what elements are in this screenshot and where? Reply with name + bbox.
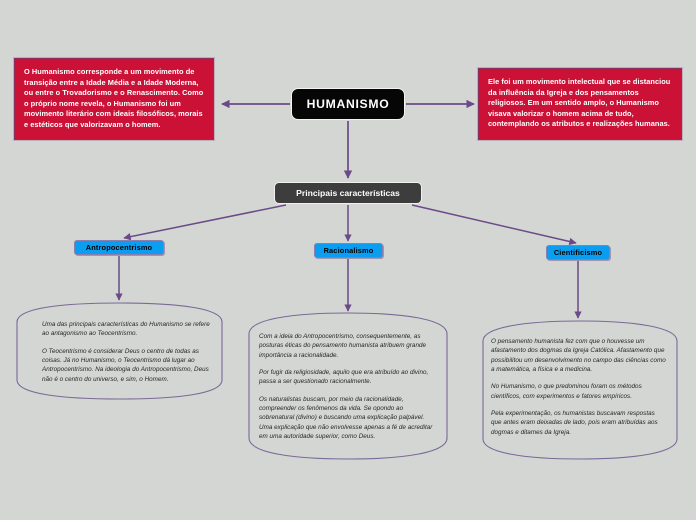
detail-paragraph: Pela experimentação, os humanistas buscavam respostas que antes eram deixadas de lado, pois eram atribuídas aos dogmas e ditames da Igreja. (491, 409, 658, 436)
detail-card-racionalismo (248, 312, 448, 460)
detail-text-racionalismo (259, 332, 437, 441)
detail-paragraph: Com a ideia do Antropocentrismo, consequentemente, as posturas éticas do pensamento humanista atribuem grande importância a racionalidade. (259, 333, 427, 359)
topic-racionalismo[interactable]: Racionalismo (314, 243, 383, 258)
note-left-humanism-definition: O Humanismo corresponde a um movimento de transição entre a Idade Média e a Idade Moderna, ou entre o Trovadorismo e o Renascimento. Como o próprio nome revela, o Humanismo foi um movimento literário com ideais filosóficos, morais e estéticos que valorizavam o homem. (14, 58, 214, 140)
detail-card-cientificismo (482, 320, 678, 460)
detail-paragraph: Por fugir da religiosidade, aquilo que era atribuído ao divino, passa a ser questionado racionalmente. (259, 368, 429, 386)
edge-subnode-to-antropocentrismo (124, 205, 286, 238)
edge-subnode-to-cientificismo (412, 205, 576, 243)
detail-paragraph: No Humanismo, o que predominou foram os métodos científicos, com experimentos e fatores empíricos. (491, 383, 642, 400)
subnode-principais-caracteristicas[interactable]: Principais características (274, 182, 422, 204)
topic-antropocentrismo[interactable]: Antropocentrismo (74, 240, 164, 255)
detail-text-cientificismo (491, 337, 667, 437)
detail-paragraph: O pensamento humanista fez com que o houvesse um afastamento dos dogmas da Igreja Católica. Afastamento que possibilitou um desenvolvimento no campo das ciências como a matemática, a física e a medicina. (491, 338, 666, 373)
detail-text-antropocentrismo (42, 320, 212, 384)
detail-paragraph: O Teocentrismo é considerar Deus o centro de todas as coisas. Já no Humanismo, o Teocentrismo dá lugar ao Antropocentrismo. Na ideologia do Antropocentrismo, Deus não é o centro do universo, e sim, o Homem. (42, 347, 209, 383)
detail-card-antropocentrismo (16, 302, 223, 400)
topic-cientificismo[interactable]: Cientificismo (546, 245, 610, 260)
note-right-intellectual-movement: Ele foi um movimento intelectual que se distanciou da influência da Igreja e dos pensamentos religiosos. Em um sentido amplo, o Humanismo visava valorizar o homem acima de tudo, contemplando os atributos e realizações humanas. (478, 68, 682, 140)
detail-paragraph: Uma das principais características do Humanismo se refere ao antagonismo ao Teocentrismo. (42, 321, 210, 338)
detail-paragraph: Os naturalistas buscam, por meio da racionalidade, compreender os fenômenos da vida. Se opondo ao sobrenatural (divino) e buscando uma explicação palpável. Uma explicação que não envolvesse apenas a fé de acreditar em uma autoridade superior, como Deus. (259, 395, 433, 440)
root-node-humanismo[interactable]: HUMANISMO (291, 88, 405, 120)
